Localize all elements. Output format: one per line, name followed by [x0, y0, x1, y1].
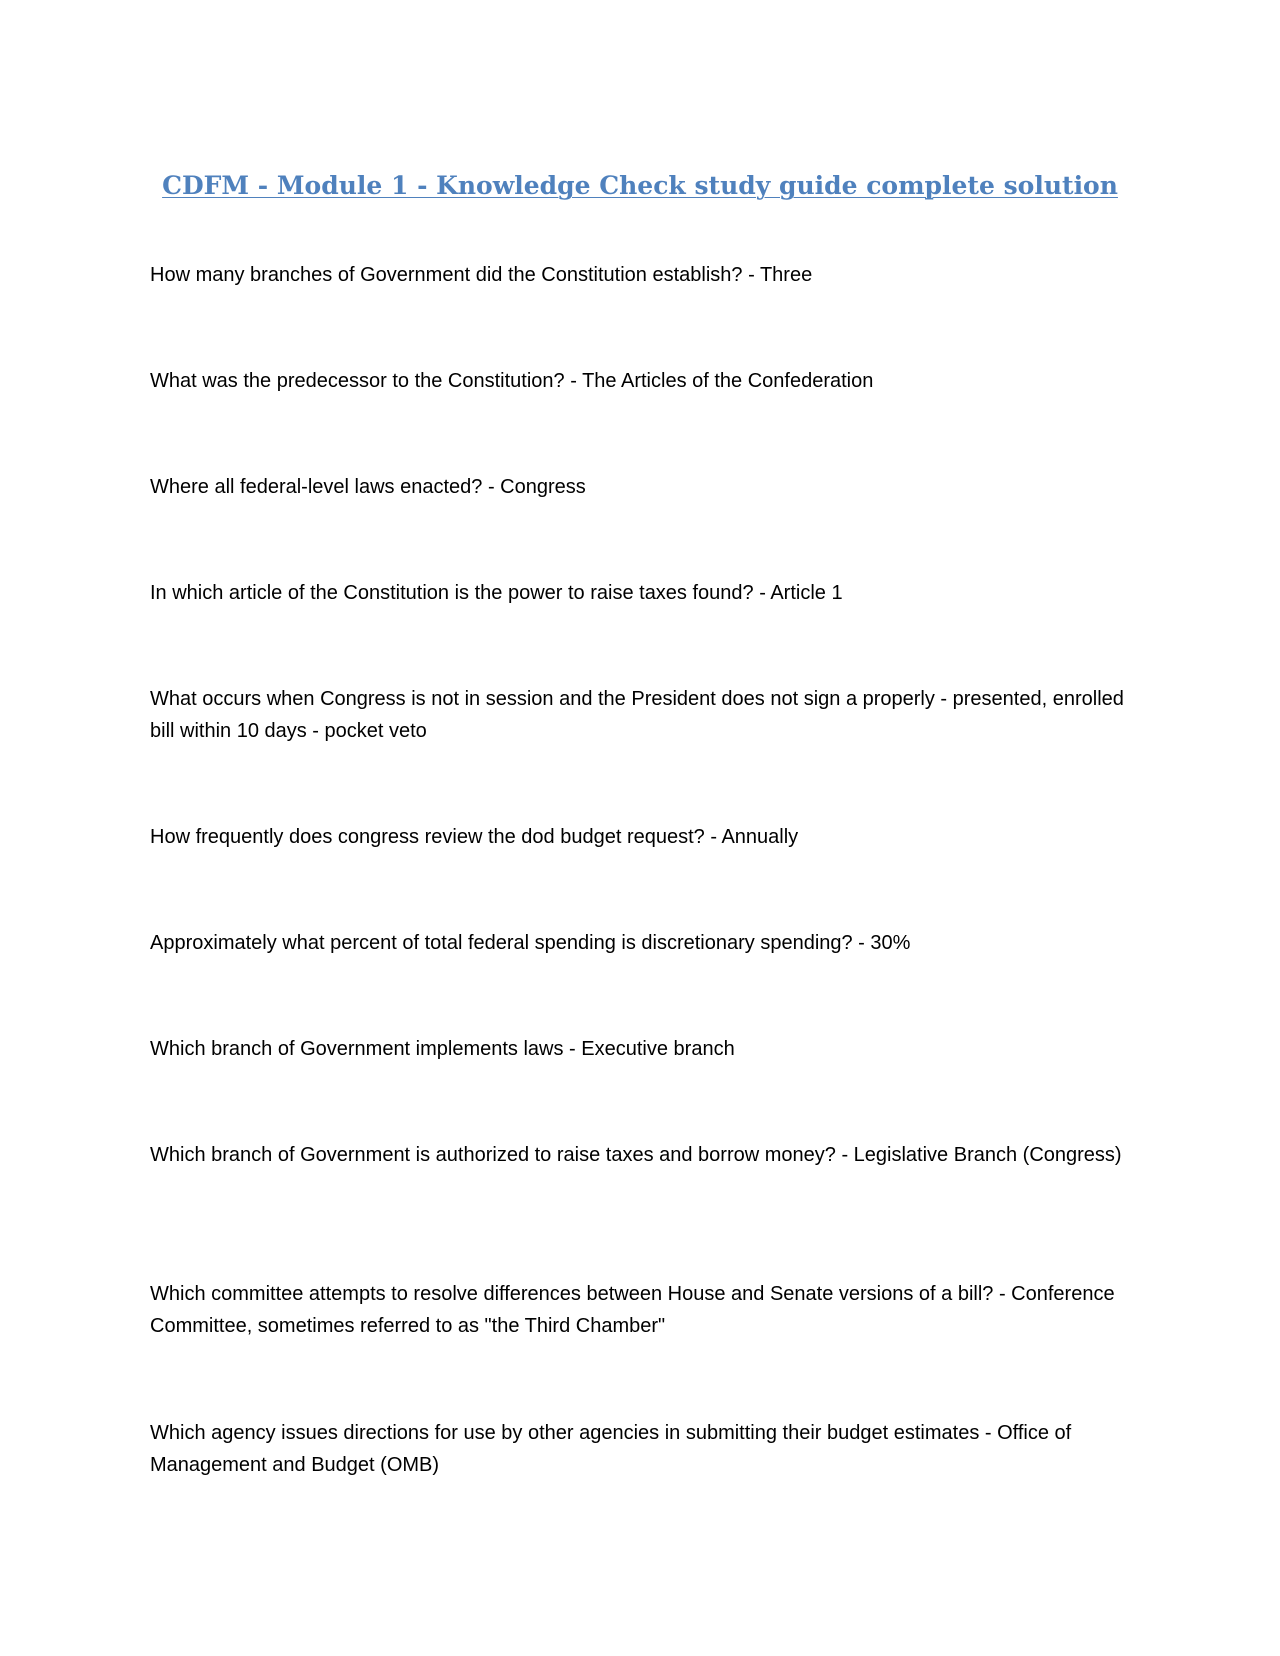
- qa-item-1: How many branches of Government did the Constitution establish? - Three: [150, 264, 813, 286]
- qa-item-7: Approximately what percent of total federal spending is discretionary spending? - 30%: [150, 932, 911, 954]
- qa-item-2: What was the predecessor to the Constitution? - The Articles of the Confederation: [150, 370, 874, 392]
- qa-item-8: Which branch of Government implements laws - Executive branch: [150, 1038, 735, 1060]
- qa-item-5: What occurs when Congress is not in session and the President does not sign a properly - presented, enrolled bill within 10 days - pocket veto: [150, 688, 1124, 742]
- qa-item-10: Which committee attempts to resolve differences between House and Senate versions of a bill? - Conference Committee, sometimes referred to as "the Third Chamber": [150, 1283, 1115, 1337]
- qa-item-6: How frequently does congress review the dod budget request? - Annually: [150, 826, 799, 848]
- qa-item-3: Where all federal-level laws enacted? - Congress: [150, 476, 586, 498]
- qa-item-4: In which article of the Constitution is the power to raise taxes found? - Article 1: [150, 582, 843, 604]
- qa-item-9: Which branch of Government is authorized to raise taxes and borrow money? - Legislative Branch (Congress): [150, 1144, 1122, 1166]
- document-title: CDFM - Module 1 - Knowledge Check study guide complete solution: [162, 171, 1118, 200]
- qa-item-11: Which agency issues directions for use by other agencies in submitting their budget estimates - Office of Management and Budget (OMB): [150, 1422, 1072, 1476]
